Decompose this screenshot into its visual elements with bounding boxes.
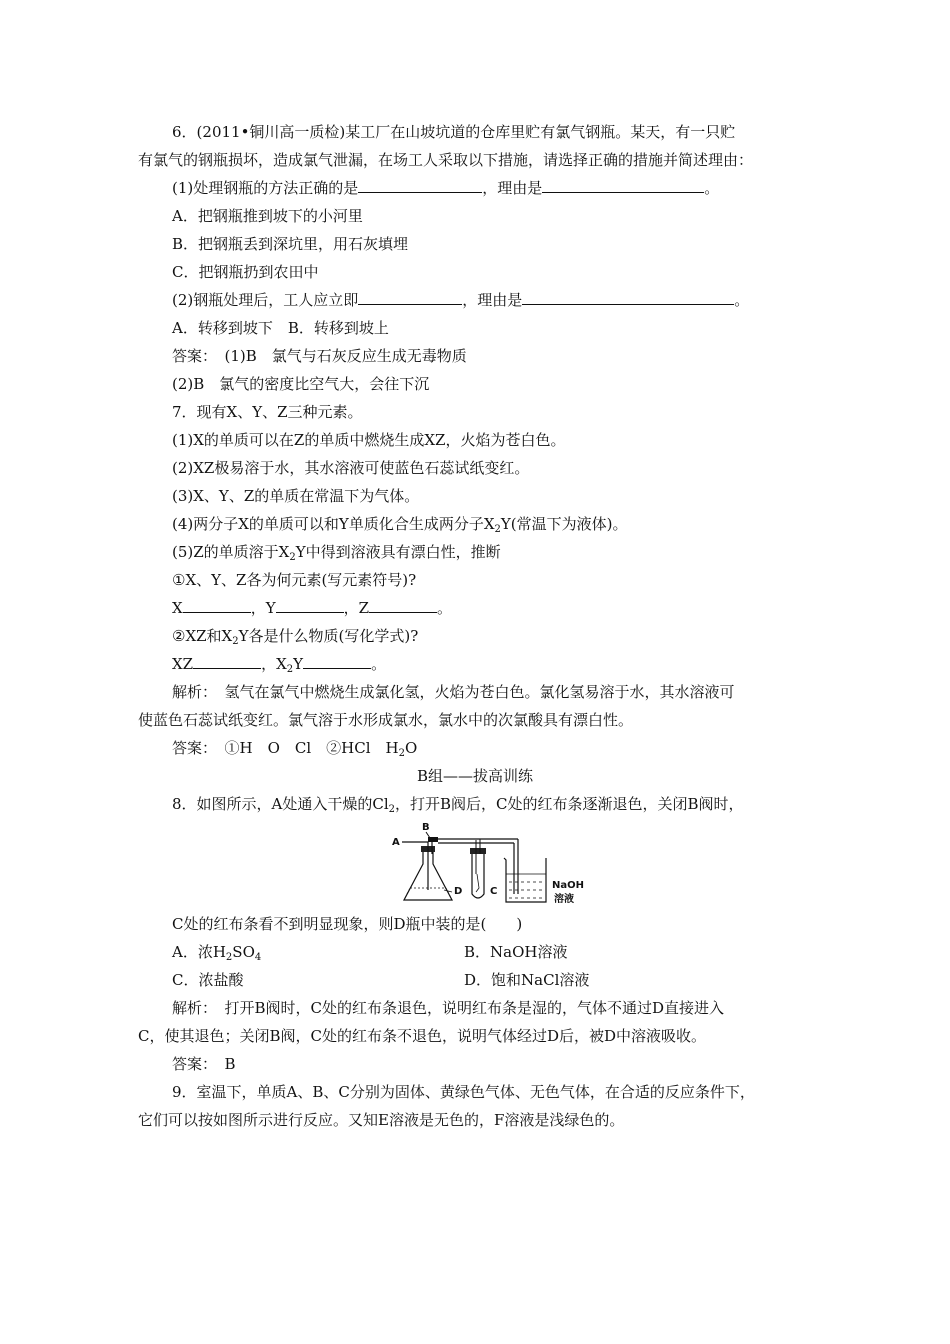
q9-line-1: 9．室温下，单质A、B、C分别为固体、黄绿色气体、无色气体，在合适的反应条件下， — [172, 1083, 755, 1101]
q6-line-1: 6．(2011•铜川高一质检)某工厂在山坡坑道的仓库里贮有氯气钢瓶。某天，有一只贮 — [172, 123, 736, 141]
q6-option-a: A．把钢瓶推到坡下的小河里 — [172, 207, 363, 225]
q6-sub2-mid: ，理由是 — [462, 291, 523, 309]
q7-blanks-1-end: 。 — [437, 599, 453, 617]
q8-option-a-sub-2: 4 — [254, 952, 262, 963]
q8-answer: 答案： B — [172, 1055, 236, 1073]
q8-line-1-text-a: 8．如图所示，A处通入干燥的Cl — [172, 795, 389, 813]
label-c: C — [490, 886, 498, 897]
q6-sub2-options: A．转移到坡下 B．转移到坡上 — [172, 319, 389, 337]
q6-sub1-end: 。 — [704, 179, 720, 197]
q7-question-b — [172, 626, 418, 646]
q7-title: 7．现有X、Y、Z三种元素。 — [172, 403, 363, 421]
q7-qb-text-a: ②XZ和X — [172, 627, 233, 645]
q7-z-label: ，Z — [343, 599, 370, 617]
q7-y-blank[interactable] — [276, 598, 344, 613]
q7-xz-label: XZ — [172, 655, 194, 673]
q6-option-b: B．把钢瓶丢到深坑里，用石灰填埋 — [172, 235, 409, 253]
q8-line-1-subscript: 2 — [388, 804, 396, 815]
apparatus-diagram — [388, 818, 598, 908]
q7-xz-blank[interactable] — [193, 654, 261, 669]
q8-line-1 — [172, 794, 744, 814]
q7-c5-subscript: 2 — [289, 552, 296, 563]
q7-c5-text-a: (5)Z的单质溶于X — [172, 543, 290, 561]
label-b: B — [422, 822, 430, 833]
q6-sub1-mid: ，理由是 — [482, 179, 543, 197]
q7-condition-5 — [172, 542, 501, 562]
label-d: D — [454, 886, 463, 897]
q7-x2y-blank[interactable] — [303, 654, 371, 669]
section-title: B组——拔高训练 — [416, 767, 534, 785]
q8-option-a-text-a: A．浓H — [172, 943, 226, 961]
q7-qb-text-b: Y各是什么物质(写化学式)? — [238, 627, 419, 645]
q7-condition-2: (2)XZ极易溶于水，其水溶液可使蓝色石蕊试纸变红。 — [172, 459, 530, 477]
q8-line-2: C处的红布条看不到明显现象，则D瓶中装的是( ) — [172, 915, 523, 933]
q7-x-label: X — [172, 599, 183, 617]
q6-sub2-prefix: (2)钢瓶处理后，工人应立即 — [172, 291, 359, 309]
label-naoh: NaOH — [552, 880, 584, 891]
valve-b-icon — [428, 837, 438, 842]
q7-condition-3: (3)X、Y、Z的单质在常温下为气体。 — [172, 487, 420, 505]
q8-option-a-sub-1: 2 — [225, 952, 233, 963]
label-a: A — [392, 837, 400, 848]
q7-analysis-2: 使蓝色石蕊试纸变红。氯气溶于水形成氯水，氯水中的次氯酸具有漂白性。 — [138, 711, 634, 729]
q6-answer-2: (2)B 氯气的密度比空气大，会往下沉 — [172, 375, 430, 393]
q9-line-2: 它们可以按如图所示进行反应。又知E溶液是无色的，F溶液是浅绿色的。 — [138, 1111, 625, 1129]
beaker — [504, 858, 546, 902]
q7-x2y-label-b: Y — [293, 655, 304, 673]
q6-sub2-end: 。 — [734, 291, 750, 309]
q7-z-blank[interactable] — [369, 598, 437, 613]
q8-option-b: B．NaOH溶液 — [464, 943, 568, 961]
q6-sub1-reason-blank[interactable] — [542, 178, 704, 193]
q8-analysis-2: C，使其退色；关闭B阀，C处的红布条不退色，说明气体经过D后，被D中溶液吸收。 — [138, 1027, 707, 1045]
q7-blanks-2-end: 。 — [371, 655, 387, 673]
q6-sub1-answer-blank[interactable] — [358, 178, 482, 193]
tube-stopper — [470, 848, 486, 854]
q7-c5-text-b: Y中得到溶液具有漂白性，推断 — [295, 543, 501, 561]
q6-line-2: 有氯气的钢瓶损坏，造成氯气泄漏，在场工人采取以下措施，请选择正确的措施并简述理由： — [138, 151, 754, 169]
q8-line-1-text-b: ，打开B阀后，C处的红布条逐渐退色，关闭B阀时， — [395, 795, 744, 813]
label-solution: 溶液 — [554, 894, 574, 905]
q7-y-label: ，Y — [250, 599, 276, 617]
q8-analysis-1: 解析： 打开B阀时，C处的红布条退色，说明红布条是湿的，气体不通过D直接进入 — [172, 999, 725, 1017]
q7-c4-text-b: Y(常温下为液体)。 — [500, 515, 628, 533]
q7-analysis-1: 解析： 氢气在氯气中燃烧生成氯化氢，火焰为苍白色。氯化氢易溶于水，其水溶液可 — [172, 683, 735, 701]
test-tube — [472, 854, 484, 898]
q7-qb-subscript: 2 — [232, 636, 239, 647]
q7-blanks-1 — [172, 598, 452, 618]
q7-condition-1: (1)X的单质可以在Z的单质中燃烧生成XZ，火焰为苍白色。 — [172, 431, 566, 449]
q7-blanks-2 — [172, 654, 386, 674]
q7-x2y-label-a: ，X — [261, 655, 287, 673]
q6-option-c: C．把钢瓶扔到农田中 — [172, 263, 319, 281]
q8-option-c: C．浓盐酸 — [172, 971, 244, 989]
q8-options-row-1 — [172, 942, 261, 962]
q7-answer-subscript: 2 — [398, 748, 405, 759]
q6-sub2 — [172, 290, 749, 310]
q7-c4-subscript: 2 — [494, 524, 501, 535]
q7-answer-text-b: O — [404, 739, 418, 757]
q7-x-blank[interactable] — [183, 598, 251, 613]
q7-answer — [172, 738, 417, 758]
red-cloth-strip — [476, 874, 479, 892]
q6-sub2-reason-blank[interactable] — [522, 290, 734, 305]
q6-answer-1: 答案： (1)B 氯气与石灰反应生成无毒物质 — [172, 347, 467, 365]
q6-sub1 — [172, 178, 719, 198]
q7-answer-text-a: 答案： ①H O Cl ②HCl H — [172, 739, 399, 757]
q6-sub2-answer-blank[interactable] — [358, 290, 462, 305]
q7-c4-text-a: (4)两分子X的单质可以和Y单质化合生成两分子X — [172, 515, 495, 533]
q6-sub1-prefix: (1)处理钢瓶的方法正确的是 — [172, 179, 359, 197]
q7-x2y-subscript: 2 — [286, 664, 294, 675]
q8-option-a-text-b: SO — [232, 943, 255, 961]
q7-condition-4 — [172, 514, 628, 534]
q8-option-d: D．饱和NaCl溶液 — [464, 971, 590, 989]
q7-question-a: ①X、Y、Z各为何元素(写元素符号)? — [172, 571, 417, 589]
